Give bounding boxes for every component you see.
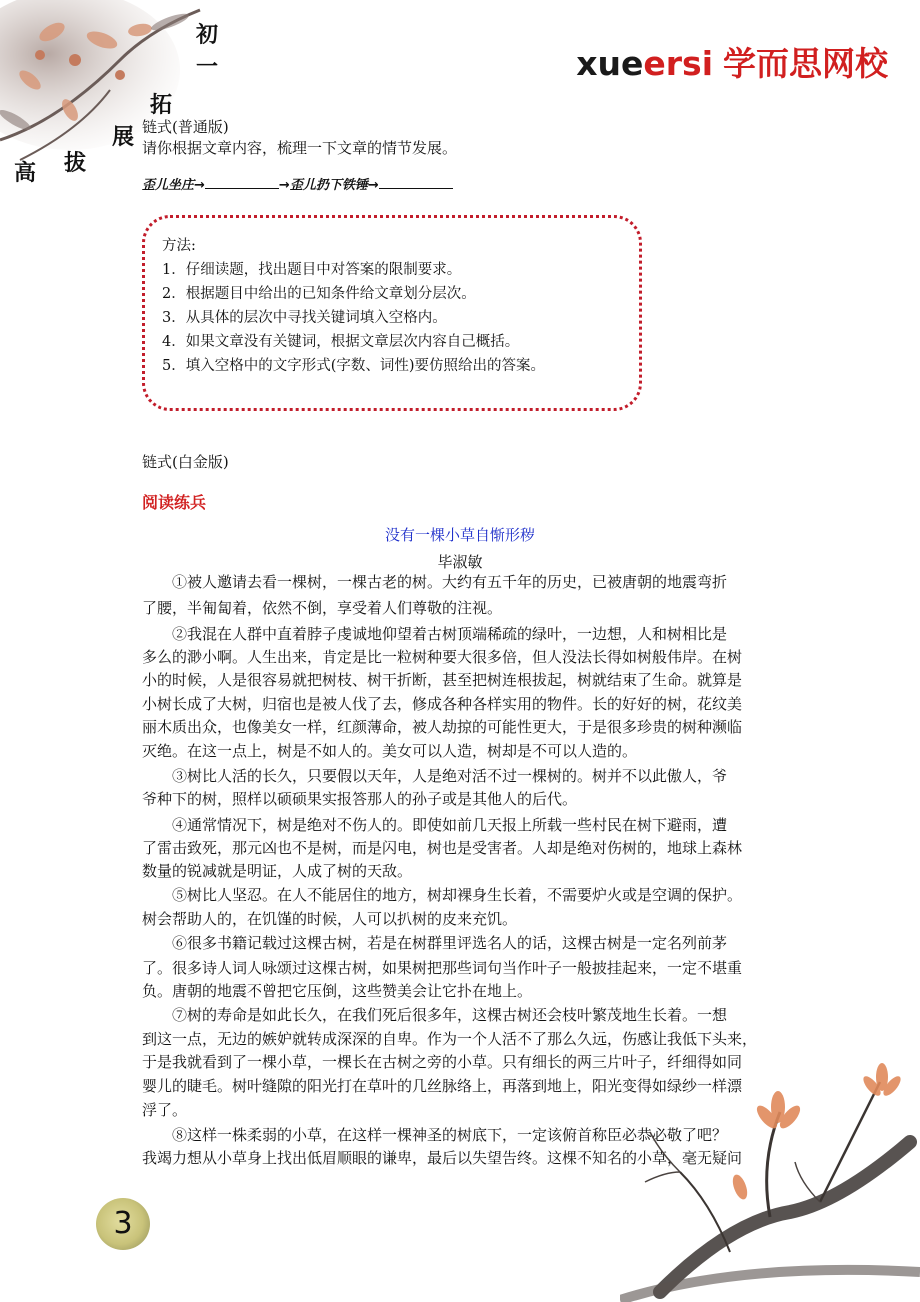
article-author: 毕淑敏: [437, 553, 483, 571]
chain-label-standard: 链式(普通版): [142, 118, 229, 136]
method-item-4: 4．如果文章没有关键词，根据文章层次内容自己概括。: [162, 334, 520, 350]
page-number-badge: 3: [96, 1198, 150, 1250]
method-item-2: 2．根据题目中给出的已知条件给文章划分层次。: [162, 286, 476, 302]
blank-2: [379, 176, 453, 189]
article-line: ⑤树比人坚忍。在人不能居住的地方，树却裸身生长着，不需要炉火或是空调的保护。: [142, 886, 743, 904]
article-line: 丽木质出众，也像美女一样，红颜薄命，被人劫掠的可能性更大，于是很多珍贵的树种濒临: [142, 718, 743, 736]
article-line: 婴儿的睫毛。树叶缝隙的阳光打在草叶的几丝脉络上，再落到地上，阳光变得如绿纱一样漂: [142, 1077, 743, 1095]
vertical-title-char-3: 拓: [150, 93, 173, 118]
article-line: 爷种下的树，照样以硕硕果实报答那人的孙子或是其他人的后代。: [142, 790, 578, 808]
article-line: 负。唐朝的地震不曾把它压倒，这些赞美会让它扑在地上。: [142, 982, 533, 1000]
article-line: 了。很多诗人词人咏颂过这棵古树，如果树把那些词句当作叶子一般披挂起来，一定不堪重: [142, 959, 743, 977]
vertical-title-char-6: 高: [14, 161, 37, 186]
brand-logo: xueersi 学而思网校: [576, 44, 888, 83]
article-title: 没有一棵小草自惭形秽: [384, 526, 535, 544]
article-line: ①被人邀请去看一棵树，一棵古老的树。大约有五千年的历史，已被唐朝的地震弯折: [142, 573, 728, 591]
blank-1: [205, 176, 279, 189]
method-item-3: 3．从具体的层次中寻找关键词填入空格内。: [162, 310, 447, 326]
method-item-1: 1．仔细读题，找出题目中对答案的限制要求。: [162, 262, 462, 278]
article-line: 小的时候，人是很容易就把树枝、树干折断，甚至把树连根拔起，树就结束了生命。就算是: [142, 671, 743, 689]
ink-branch-decoration-bottom-right: [620, 1022, 920, 1302]
article-line: 了腰，半匍匐着，依然不倒，享受着人们尊敬的注视。: [142, 599, 503, 617]
article-line: 灭绝。在这一点上，树是不如人的。美女可以人造，树却是不可以人造的。: [142, 742, 638, 760]
article-line: ④通常情况下，树是绝对不伤人的。即使如前几天报上所载一些村民在树下避雨，遭: [142, 816, 728, 834]
vertical-title-char-4: 展: [112, 125, 135, 150]
vertical-title-char-2: 一: [196, 55, 219, 80]
article-line: 数量的锐减就是明证，人成了树的天敌。: [142, 862, 413, 880]
article-line: 了雷击致死，那元凶也不是树，而是闪电，树也是受害者。人却是绝对伤树的，地球上森林: [142, 839, 743, 857]
article-line: 于是我就看到了一棵小草，一棵长在古树之旁的小草。只有细长的两三片叶子，纤细得如同: [142, 1053, 743, 1071]
article-line: ⑥很多书籍记载过这棵古树，若是在树群里评选名人的话，这棵古树是一定名列前茅: [142, 934, 728, 952]
section-heading: 阅读练兵: [142, 493, 207, 512]
article-line: 浮了。: [142, 1101, 188, 1119]
article-line: 小树长成了大树，归宿也是被人伐了去，修成各种各样实用的物件。长的好好的树，花纹美: [142, 695, 743, 713]
vertical-title-char-5: 拔: [64, 151, 87, 176]
article-line: 我竭力想从小草身上找出低眉顺眼的谦卑，最后以失望告终。这棵不知名的小草，毫无疑问: [142, 1149, 743, 1167]
article-line: ⑦树的寿命是如此长久，在我们死后很多年，这棵古树还会枝叶繁茂地生长着。一想: [142, 1006, 728, 1024]
method-item-5: 5．填入空格中的文字形式(字数、词性)要仿照给出的答案。: [162, 358, 546, 374]
chain-label-platinum: 链式(白金版): [142, 453, 229, 471]
article-line: ⑧这样一株柔弱的小草，在这样一棵神圣的树底下，一定该俯首称臣必恭必敬了吧？: [142, 1126, 728, 1144]
plot-flow-chain: 歪儿坐庄→ →歪儿扔下铁锤→: [142, 174, 453, 193]
instruction-text: 请你根据文章内容，梳理一下文章的情节发展。: [142, 139, 458, 157]
article-line: ②我混在人群中直着脖子虔诚地仰望着古树顶端稀疏的绿叶，一边想，人和树相比是: [142, 625, 728, 643]
article-line: 树会帮助人的，在饥馑的时候，人可以扒树的皮来充饥。: [142, 910, 518, 928]
article-line: ③树比人活的长久，只要假以天年，人是绝对活不过一棵树的。树并不以此傲人，爷: [142, 767, 728, 785]
method-heading: 方法:: [162, 238, 196, 254]
article-line: 到这一点，无边的嫉妒就转成深深的自卑。作为一个人活不了那么久远，伤感让我低下头来，: [142, 1030, 758, 1048]
vertical-title-char-1: 初: [196, 23, 219, 48]
article-line: 多么的渺小啊。人生出来，肯定是比一粒树种要大很多倍，但人没法长得如树般伟岸。在树: [142, 648, 743, 666]
